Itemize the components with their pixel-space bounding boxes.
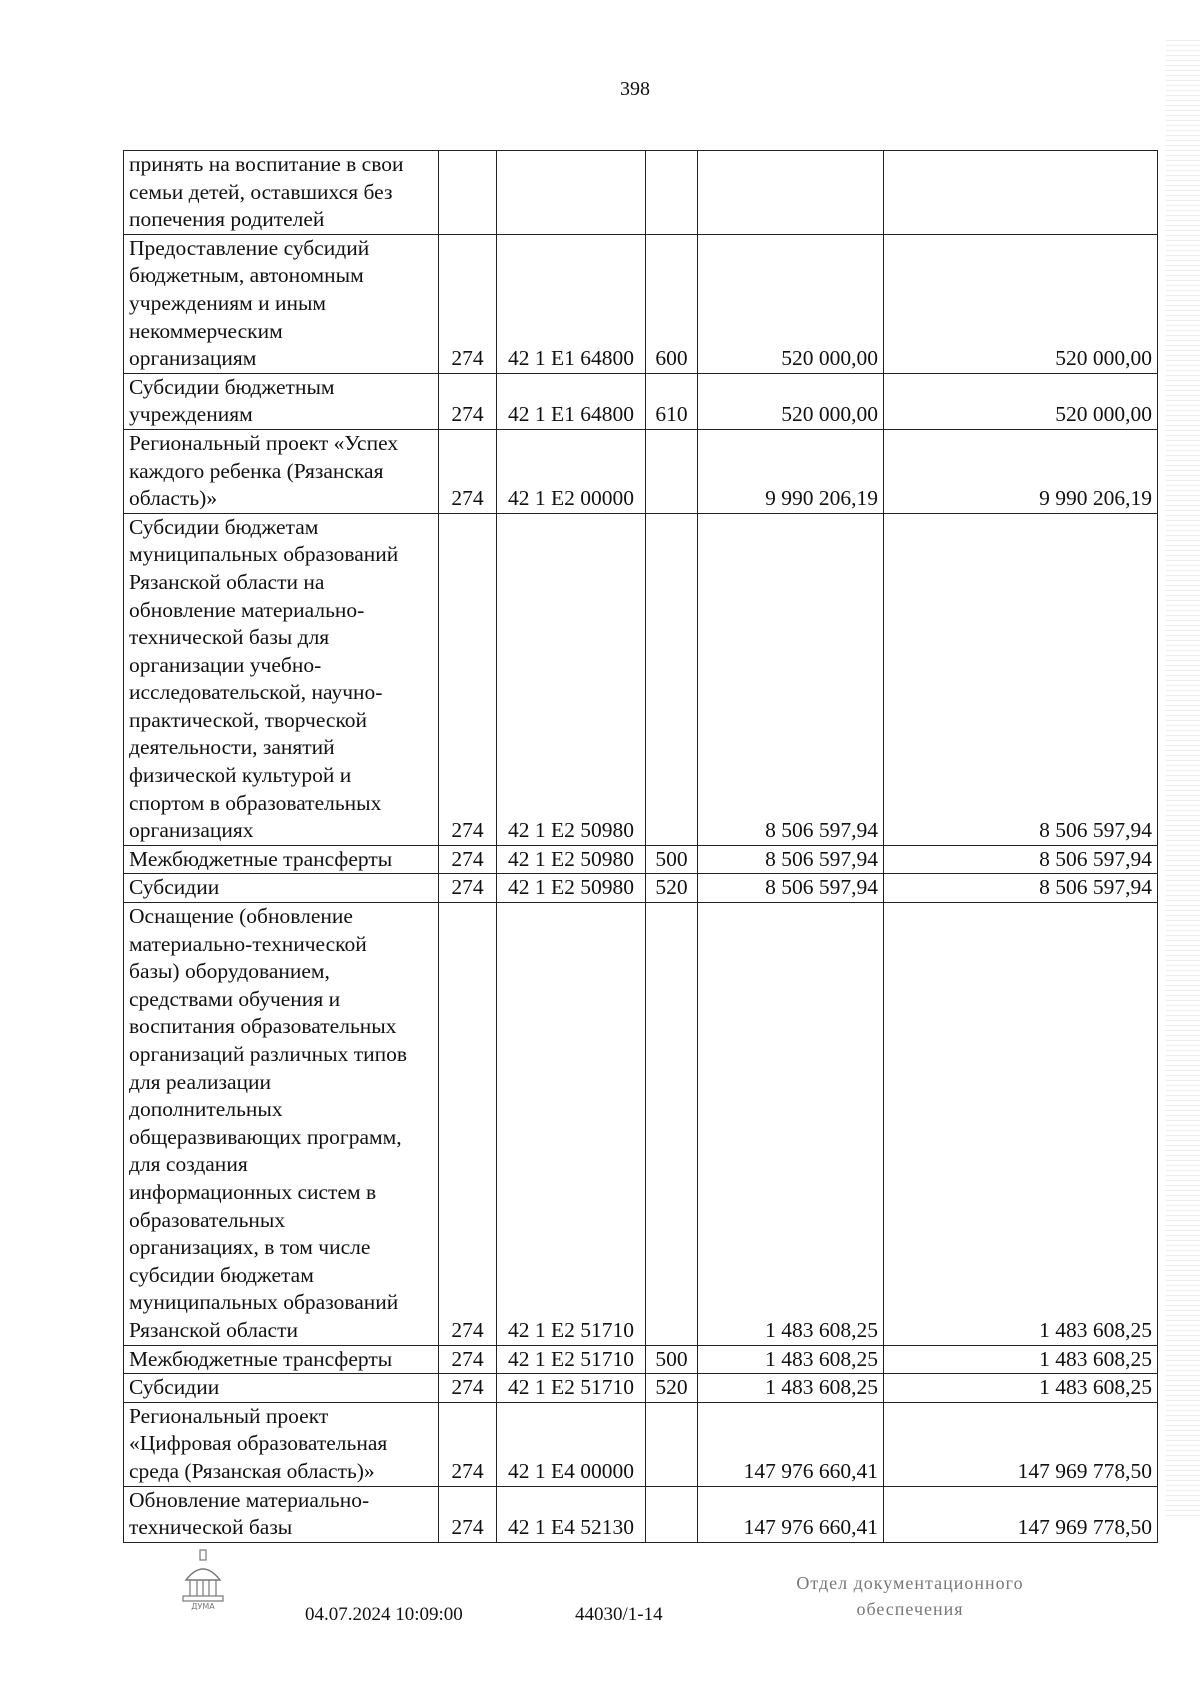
cell-expense-type [646, 513, 698, 845]
stamp-line2: обеспечения [856, 1599, 964, 1619]
cell-amount-1: 8 506 597,94 [698, 845, 884, 874]
cell-amount-1: 8 506 597,94 [698, 874, 884, 903]
cell-amount-2: 8 506 597,94 [884, 513, 1158, 845]
logo-text: ДУМА [191, 1602, 215, 1611]
table-row [124, 1374, 1158, 1403]
cell-name: Предоставление субсидий бюджетным, автономным учреждениям и иным некоммерческим организациям [124, 234, 439, 373]
cell-ministry-code: 274 [439, 874, 497, 903]
cell-amount-1: 147 976 660,41 [698, 1486, 884, 1542]
cell-expense-type [646, 903, 698, 1346]
cell-name: Обновление материально- технической базы [124, 1486, 439, 1542]
table-row [124, 234, 1158, 373]
cell-target-code: 42 1 E2 50980 [497, 874, 646, 903]
duma-logo-icon [178, 1548, 228, 1612]
cell-name: Субсидии [124, 874, 439, 903]
cell-expense-type: 500 [646, 1345, 698, 1374]
cell-amount-1: 1 483 608,25 [698, 1345, 884, 1374]
footer-date: 04.07.2024 10:09:00 [305, 1604, 463, 1625]
table-row [124, 1345, 1158, 1374]
cell-amount-1: 1 483 608,25 [698, 1374, 884, 1403]
table-row [124, 1486, 1158, 1542]
table-row [124, 845, 1158, 874]
cell-ministry-code: 274 [439, 429, 497, 513]
cell-amount-2: 520 000,00 [884, 373, 1158, 429]
footer-doc-number: 44030/1-14 [575, 1604, 663, 1625]
cell-amount-2: 1 483 608,25 [884, 1374, 1158, 1403]
page-number: 398 [620, 78, 650, 100]
cell-ministry-code: 274 [439, 845, 497, 874]
cell-expense-type [646, 151, 698, 235]
cell-name: Межбюджетные трансферты [124, 1345, 439, 1374]
cell-amount-1: 9 990 206,19 [698, 429, 884, 513]
cell-name: Межбюджетные трансферты [124, 845, 439, 874]
cell-name: Региональный проект «Цифровая образовательная среда (Рязанская область)» [124, 1402, 439, 1486]
cell-expense-type: 500 [646, 845, 698, 874]
table-row [124, 429, 1158, 513]
cell-target-code: 42 1 E2 51710 [497, 903, 646, 1346]
cell-amount-2: 8 506 597,94 [884, 874, 1158, 903]
table-row [124, 874, 1158, 903]
stamp-line1: Отдел документационного [796, 1573, 1024, 1593]
cell-target-code: 42 1 E1 64800 [497, 234, 646, 373]
cell-amount-1: 8 506 597,94 [698, 513, 884, 845]
cell-ministry-code: 274 [439, 1402, 497, 1486]
cell-ministry-code: 274 [439, 234, 497, 373]
cell-name: Региональный проект «Успех каждого ребенка (Рязанская область)» [124, 429, 439, 513]
cell-ministry-code: 274 [439, 903, 497, 1346]
cell-amount-1 [698, 151, 884, 235]
cell-name: Субсидии бюджетам муниципальных образований Рязанской области на обновление материально- технической базы для организации учебно- исследовательской, научно- практической, творческой деятельности, занятий физической культурой и спортом в образовательных организациях [124, 513, 439, 845]
budget-table [123, 150, 1158, 1543]
table-row [124, 1402, 1158, 1486]
cell-expense-type: 610 [646, 373, 698, 429]
cell-name: Оснащение (обновление материально-технической базы) оборудованием, средствами обучения и воспитания образовательных организаций различных типов для реализации дополнительных общеразвивающих программ, для создания информационных систем в образовательных организациях, в том числе субсидии бюджетам муниципальных образований Рязанской области [124, 903, 439, 1346]
department-stamp [760, 1570, 1060, 1622]
cell-target-code: 42 1 E4 52130 [497, 1486, 646, 1542]
table-body [124, 151, 1158, 1543]
cell-ministry-code: 274 [439, 1345, 497, 1374]
cell-expense-type: 520 [646, 874, 698, 903]
cell-target-code: 42 1 E2 50980 [497, 845, 646, 874]
cell-expense-type: 520 [646, 1374, 698, 1403]
cell-ministry-code: 274 [439, 373, 497, 429]
cell-name: Субсидии бюджетным учреждениям [124, 373, 439, 429]
cell-target-code: 42 1 E2 00000 [497, 429, 646, 513]
cell-target-code: 42 1 E2 51710 [497, 1374, 646, 1403]
cell-amount-1: 520 000,00 [698, 234, 884, 373]
table-row [124, 513, 1158, 845]
cell-amount-2: 1 483 608,25 [884, 1345, 1158, 1374]
cell-amount-2: 147 969 778,50 [884, 1486, 1158, 1542]
table-row [124, 373, 1158, 429]
cell-amount-2: 9 990 206,19 [884, 429, 1158, 513]
cell-amount-2: 520 000,00 [884, 234, 1158, 373]
cell-expense-type [646, 1486, 698, 1542]
cell-amount-1: 520 000,00 [698, 373, 884, 429]
cell-amount-1: 1 483 608,25 [698, 903, 884, 1346]
cell-amount-2: 147 969 778,50 [884, 1402, 1158, 1486]
cell-ministry-code [439, 151, 497, 235]
cell-name: принять на воспитание в свои семьи детей, оставшихся без попечения родителей [124, 151, 439, 235]
cell-target-code: 42 1 E2 50980 [497, 513, 646, 845]
cell-expense-type [646, 1402, 698, 1486]
cell-amount-1: 147 976 660,41 [698, 1402, 884, 1486]
cell-amount-2: 8 506 597,94 [884, 845, 1158, 874]
cell-expense-type [646, 429, 698, 513]
cell-ministry-code: 274 [439, 1486, 497, 1542]
cell-target-code: 42 1 E2 51710 [497, 1345, 646, 1374]
cell-amount-2: 1 483 608,25 [884, 903, 1158, 1346]
cell-ministry-code: 274 [439, 513, 497, 845]
cell-expense-type: 600 [646, 234, 698, 373]
cell-name: Субсидии [124, 1374, 439, 1403]
cell-target-code: 42 1 E4 00000 [497, 1402, 646, 1486]
cell-target-code [497, 151, 646, 235]
scan-edge-artifact [1166, 40, 1200, 1520]
cell-target-code: 42 1 E1 64800 [497, 373, 646, 429]
cell-ministry-code: 274 [439, 1374, 497, 1403]
table-row [124, 151, 1158, 235]
table-row [124, 903, 1158, 1346]
cell-amount-2 [884, 151, 1158, 235]
